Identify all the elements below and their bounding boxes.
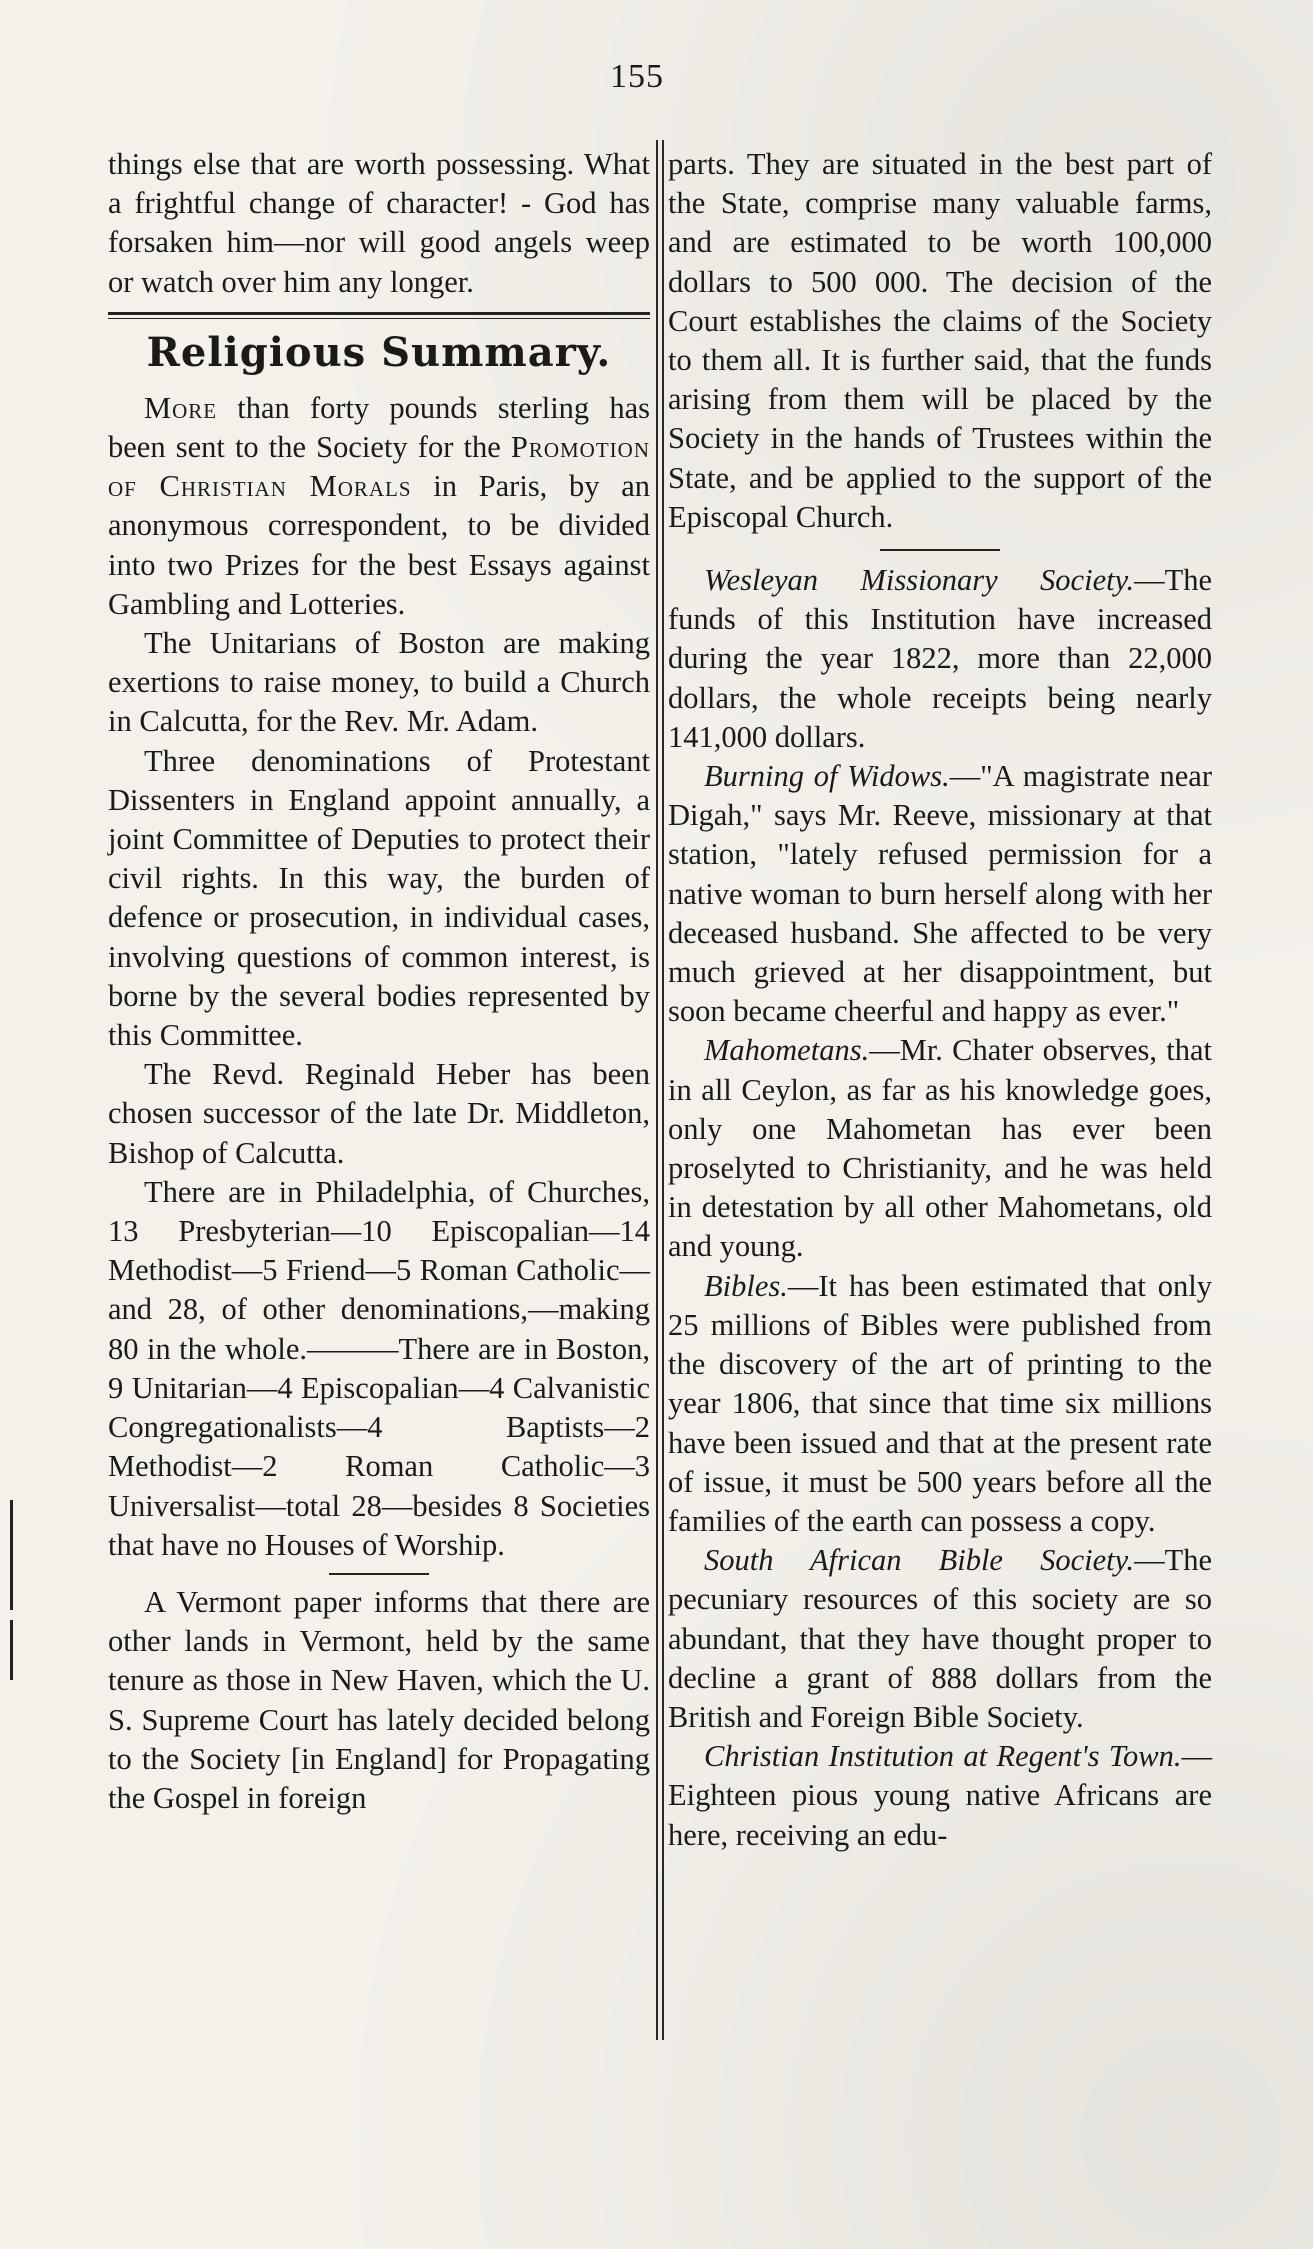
paragraph-bibles — [668, 1267, 1212, 1541]
organization-name: Promotion of Christian Morals — [108, 430, 650, 504]
page-number: 155 — [610, 58, 664, 95]
paragraph-text: in Paris, by an anonymous correspondent, to be divided into two Prizes for the best Essays against Gambling and Lotteries. — [108, 469, 651, 621]
item-text: —"A magistrate near Digah," says Mr. Reeve, missionary at that station, "lately refused permission for a native woman to burn herself along with her deceased husband. She affected to be very much grieved at her disappointment, but soon became cheerful and happy as ever." — [668, 759, 1213, 1029]
paragraph-heber: The Revd. Reginald Heber has been chosen successor of the late Dr. Middleton, Bishop of Calcutta. — [108, 1057, 650, 1170]
item-text: —The pecuniary resources of this society are so abundant, that they have thought proper to decline a grant of 888 dollars from the British and Foreign Bible Society. — [668, 1543, 1212, 1734]
margin-mark — [10, 1620, 13, 1680]
item-title: Bibles. — [704, 1268, 788, 1303]
lead-word: More — [144, 390, 218, 425]
separator-rule — [880, 549, 1000, 551]
paragraph-dissenters: Three denominations of Protestant Dissenters in England appoint annually, a joint Committee of Deputies to protect their civil rights. In this way, the burden of defence or prosecution, in individual cases, involving questions of common interest, is borne by the several bodies represented by this Committee. — [108, 743, 650, 1053]
paragraph-widows — [668, 757, 1212, 1031]
left-column — [108, 145, 650, 1818]
column-divider — [656, 140, 658, 2040]
item-title: Mahometans. — [704, 1033, 870, 1068]
item-text: —Mr. Chater observes, that in all Ceylon, as far as his knowledge goes, only one Mahometan has ever been proselyted to Christianity, and he was held in detestation by all other Mahometans, old and young. — [668, 1033, 1212, 1264]
paragraph-continuation: parts. They are situated in the best part of the State, comprise many valuable farms, and are estimated to be worth 100,000 dollars to 500 000. The decision of the Court establishes the claims of the Society to them all. It is further said, that the funds arising from them will be placed by the Society in the hands of Trustees within the State, and be applied to the support of the Episcopal Church. — [668, 147, 1212, 534]
item-title: Christian Institution at Regent's Town. — [704, 1739, 1182, 1774]
item-title: Burning of Widows. — [704, 759, 950, 794]
item-text: —Eighteen pious young native Africans are here, receiving an edu- — [668, 1739, 1212, 1852]
paragraph-vermont: A Vermont paper informs that there are other lands in Vermont, held by the same tenure as those in New Haven, which the U. S. Supreme Court has lately decided belong to the Society [in England] for Propagating the Gospel in foreign — [108, 1584, 650, 1815]
paragraph-churches: There are in Philadelphia, of Churches, 13 Presbyterian—10 Episcopalian—14 Methodist—5 Friend—5 Roman Catholic—and 28, of other denominations,—making 80 in the whole.———There are in Boston, 9 Unitarian—4 Episcopalian—4 Calvanistic Congregationalists—4 Baptists—2 Methodist—2 Roman Catholic—3 Universalist—total 28—besides 8 Societies that have no Houses of Worship. — [108, 1174, 650, 1562]
item-title: South African Bible Society. — [704, 1543, 1135, 1578]
paragraph-mahometans — [668, 1031, 1212, 1266]
opening-paragraph: things else that are worth possessing. What a frightful change of character! - God has forsaken him—nor will good angels weep or watch over him any longer. — [108, 147, 650, 299]
paragraph-wesleyan — [668, 561, 1212, 757]
section-heading: Religious Summary. — [146, 328, 612, 376]
paragraph-text: than forty pounds sterling has been sent to the Society for the — [108, 390, 650, 465]
paragraph-regents-town — [668, 1737, 1212, 1855]
paragraph-south-african — [668, 1541, 1212, 1737]
right-column — [668, 145, 1212, 1855]
paragraph-unitarians: The Unitarians of Boston are making exertions to raise money, to build a Church in Calcutta, for the Rev. Mr. Adam. — [108, 626, 650, 739]
separator-rule — [329, 1573, 429, 1575]
item-text: —It has been estimated that only 25 millions of Bibles were published from the discovery of the art of printing to the year 1806, that since that time six millions have been issued and that at the present rate of issue, it must be 500 years before all the families of the earth can possess a copy. — [668, 1268, 1212, 1538]
heading-rule — [108, 312, 650, 319]
item-title: Wesleyan Missionary Society. — [704, 563, 1135, 598]
item-text: —The funds of this Institution have increased during the year 1822, more than 22,000 dollars, the whole receipts being nearly 141,000 dollars. — [668, 563, 1212, 754]
paragraph-morals-prize — [108, 389, 650, 624]
margin-mark — [10, 1500, 13, 1610]
